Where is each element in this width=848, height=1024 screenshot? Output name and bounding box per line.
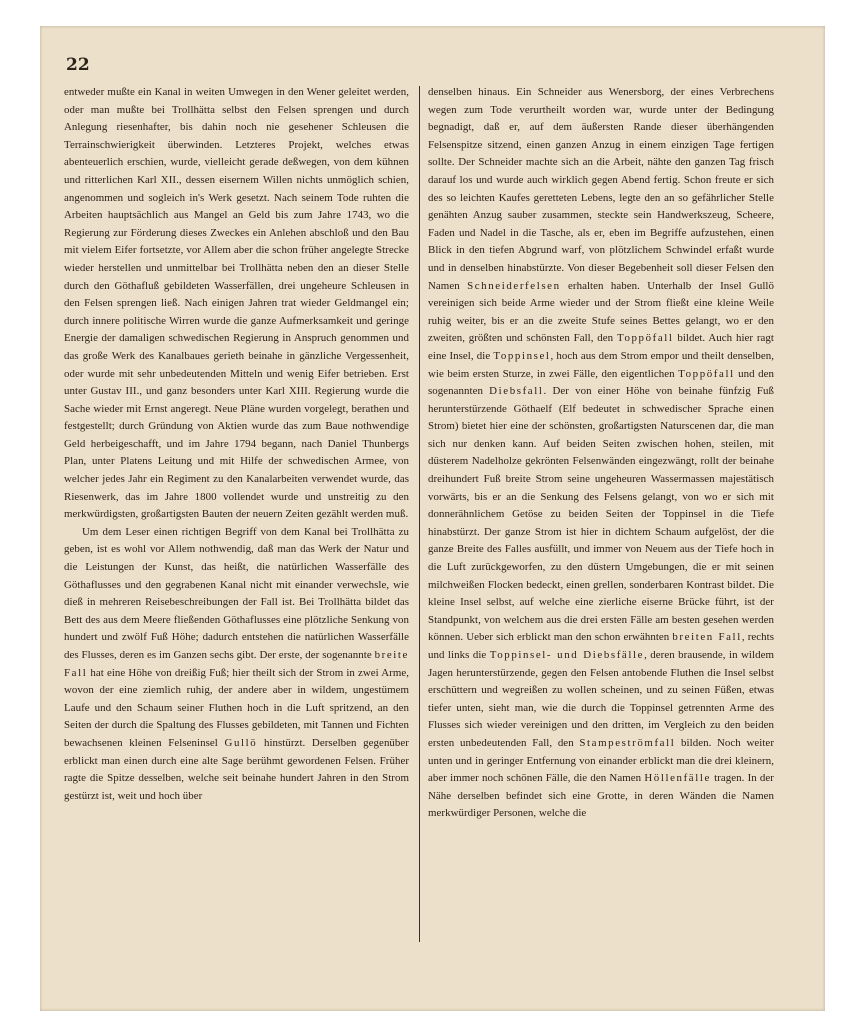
term-diebsfall: Diebsfall [489,385,544,398]
term-stampestromfall: Stampeströmfall [579,736,676,749]
term-hollenfalle: Höllenfälle [644,772,711,785]
term-toppofall-2: Toppöfall [678,367,735,380]
term-schneiderfelsen: Schneiderfelsen [467,279,561,292]
term-breiten-fall: breiten Fall [672,631,742,644]
paragraph-waterfalls: Um dem Leser einen richtigen Begriff von dem Kanal bei Trollhätta zu geben, ist es wohl vor Allem nothwendig, daß man das Werk der Natur und die Leistungen der Kunst, das heißt, die natürlichen Wasserfälle des Göthaflusses und den gegrabenen Kanal nicht mit einander verwechsle, wie dieß in mehreren Reisebeschreibungen der Fall ist. Bei Trollhätta bildet das Bett des aus dem Meere fließenden Göthaflusses eine plötzliche Senkung von hundert und zwölf Fuß Höhe; dadurch entstehen die natürlichen Wasserfälle des Flusses, deren es im Ganzen sechs gibt. Der erste, der sogenannte breite Fall hat eine Höhe von dreißig Fuß; hier theilt sich der Strom in zwei Arme, wovon der eine ziemlich ruhig, der andere aber in wildem, ungestümem Laufe und den Schaum seiner Fluthen hoch in die Luft spritzend, an den Seiten der durch die Spaltung des Flusses gebildeten, mit Tannen und Fichten bewachsenen kleinen Felseninsel Gullö hinstürzt. Derselben gegenüber erblickt man einen durch eine alte Sage berühmt gewordenen Felsen. Früher ragte die Spitze desselben, welche seit beinahe hundert Jahren in den Strom gestürzt ist, weit und hoch über [64,525,409,802]
term-toppofall: Toppöfall [616,332,674,345]
paragraph-schneiderfelsen: denselben hinaus. Ein Schneider aus Wenersborg, der eines Verbrechens wegen zum Tode verurtheilt worden war, wurde unter der Bedingung begnadigt, daß er, auf dem äußersten Rande dieser überhängenden Felsenspitze sitzend, einen ganzen Anzug in einem einzigen Tage fertigen sollte. Der Schneider machte sich an die Arbeit, nähte den ganzen Tag frisch darauf los und wurde auch wirklich gegen Abend fertig. Schon freute er sich des so leichten Kaufes geretteten Lebens, legte den an so gefährlicher Stelle genähten Anzug sauber zusammen, steckte sein Handwerkszeug, Scheere, Faden und Nadel in die Tasche, als er, eben im Begriffe aufzustehen, einen Blick in den tiefen Abgrund warf, von plötzlichem Schwindel erfaßt wurde und in denselben hinabstürzte. Von dieser Begebenheit soll dieser Felsen den Namen Schneiderfelsen erhalten haben. Unterhalb der Insel Gullö vereinigen sich beide Arme wieder und der Strom fließt eine kleine Weile ruhig weiter, bis er an die zweite Stufe seines Bettes gelangt, wo er den zweiten, größten und schönsten Fall, den Toppöfall bildet. Auch hier ragt eine Insel, die Toppinsel, hoch aus dem Strom empor und theilt denselben, wie beim ersten Sturze, in zwei Fälle, den eigentlichen Toppöfall und den sogenannten Diebsfall. Der von einer Höhe von beinahe fünfzig Fuß herunterstürzende Göthaelf (Elf bedeutet in schwedischer Sprache einen Strom) bietet hier eine der schönsten, großartigsten Naturscenen dar, die man sich nur denken kann. Auf beiden Seiten zwischen hohen, steilen, mit düsterem Nadelholze gekrönten Felsenwänden eingezwängt, rollt der beinahe dreihundert Fuß breite Strom seine ungeheuren Wassermassen majestätisch vorwärts, bis er an die Senkung des Felsens gelangt, von wo er sich mit donnerähnlichem Getöse zu beiden Seiten der Toppinsel in die Tiefe hinabstürzt. Der ganze Strom ist hier in dichtem Schaum aufgelöst, der die ganze Breite des Falles ausfüllt, und immer von Neuem aus der Tiefe hoch in die Luft zurückgeworfen, zu den düstern Umgebungen, die er mit seinen milchweißen Flocken bedeckt, einen grellen, sonderbaren Kontrast bildet. Die kleine Insel selbst, auf welche eine zierliche eiserne Brücke führt, ist der Standpunkt, von welchem aus die drei ersten Fälle am besten gesehen werden können. Ueber sich erblickt man den schon erwähnten breiten Fall, rechts und links die Toppinsel- und Diebsfälle, deren brausende, in wildem Jagen herunterstürzende, gegen den Felsen antobende Fluthen die Insel selbst erschüttern und wegreißen zu wollen scheinen, und zu seinen Füßen, etwas tiefer unten, sieht man, wie die durch die Toppinsel getrennten Arme des Flusses sich wieder vereinigen und den dritten, im Vergleich zu den beiden ersten unbedeutenden Fall, den Stampeströmfall bilden. Noch weiter unten und in geringer Entfernung von einander erblickt man die drei kleinern, aber immer noch schönen Fälle, die den Namen Höllenfälle tragen. In der Nähe derselben befindet sich eine Grotte, in deren Wänden die Namen merkwürdiger Personen, welche die [428,86,775,820]
column-divider [419,86,420,942]
term-toppinsel-diebsfalle: Toppinsel- und Diebsfälle [489,649,645,661]
book-page [40,26,825,1011]
term-breite-fall: breite Fall [64,649,409,679]
term-toppinsel: Toppinsel [493,349,551,362]
page-number: 22 [66,55,90,75]
right-column [428,84,774,823]
term-gullo: Gullö [224,736,258,749]
left-column [64,84,409,805]
paragraph-kanal-history: entweder mußte ein Kanal in weiten Umwegen in den Wener geleitet werden, oder man mußte bei Trollhätta selbst den Felsen sprengen und durch Anlegung riesenhafter, bis dahin noch nie gesehener Schleusen die Terrainschwierigkeit überwinden. Letzteres Projekt, welches etwas abenteuerlich erschien, wurde, vielleicht gerade deßwegen, von dem kühnen und ritterlichen Karl XII., dessen eisernem Willen nichts unmöglich schien, angenommen und sogleich in's Werk gesetzt. Nach seinem Tode ruhten die Arbeiten hauptsächlich aus Mangel an Geld bis zum Jahre 1743, wo die Regierung zur Förderung dieses Zweckes ein Anlehen abschloß und den Bau mit vielem Eifer fortsetzte, vor Allem aber die schon früher angelegte Strecke wieder herstellen und unmittelbar bei Trollhätta neben den an dieser Stelle durch den Göthafluß gebildeten Wasserfällen, drei ungeheure Schleusen in den Felsen sprengen ließ. Nach einigen Jahren trat wieder Geldmangel ein; durch innere politische Wirren wurde die ganze Aufmerksamkeit und geringe Energie der damaligen schwedischen Regierung in Anspruch genommen und das große Werk des Kanalbaues gerieth beinahe in gänzliche Vergessenheit, oder wurde mit sehr unbedeutenden Mitteln und wenig Eifer betrieben. Erst unter Gustav III., und ganz besonders unter Karl XIII. Regierung wurde die Sache wieder mit Ernst angeregt. Neue Pläne wurden vorgelegt, berathen und festgestellt; durch Gründung von Aktien wurde das zum Baue nothwendige Geld herbeigeschafft, und im Jahre 1794 begann, nach Daniel Thunbergs Plan, unter Platens Leitung und mit Hilfe der schwedischen Armee, von welcher jedes Jahr ein Regiment zu den Kanalarbeiten verwendet wurde, das Riesenwerk, das im Jahre 1800 vollendet wurde und unstreitig zu den merkwürdigsten, großartigsten Bauten der neuern Zeiten gezählt werden muß. [64,86,409,521]
